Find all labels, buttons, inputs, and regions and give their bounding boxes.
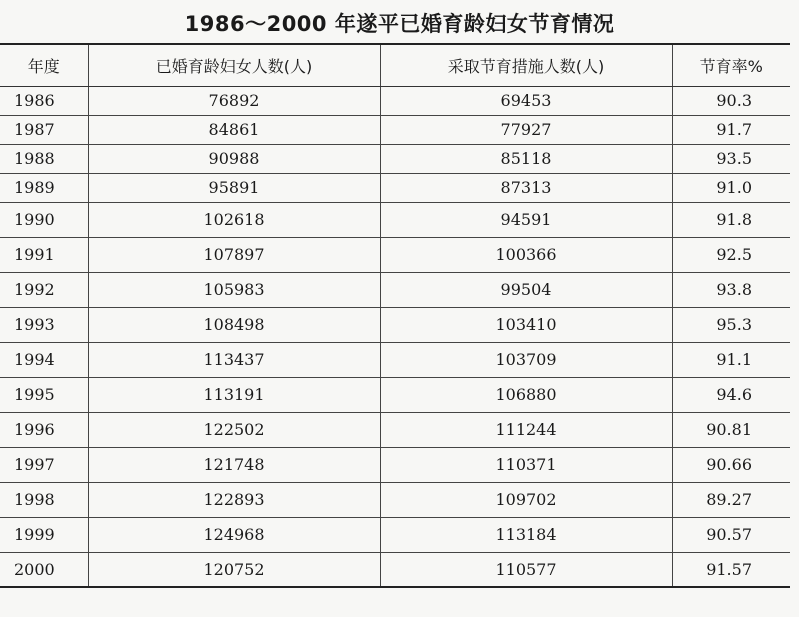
cell-married: 124968 <box>88 517 380 552</box>
cell-married: 95891 <box>88 173 380 202</box>
header-rate: 节育率% <box>672 44 790 86</box>
cell-year: 1991 <box>0 237 88 272</box>
header-contraception-count: 采取节育措施人数(人) <box>380 44 672 86</box>
cell-year: 1990 <box>0 202 88 237</box>
table-row <box>0 237 790 272</box>
cell-married: 105983 <box>88 272 380 307</box>
cell-married: 90988 <box>88 144 380 173</box>
table-row <box>0 377 790 412</box>
cell-year: 1993 <box>0 307 88 342</box>
cell-contraception: 110371 <box>380 447 672 482</box>
table-title: 1986～2000 年遂平已婚育龄妇女节育情况 <box>184 12 615 36</box>
cell-rate: 91.7 <box>672 115 790 144</box>
header-married-women: 已婚育龄妇女人数(人) <box>88 44 380 86</box>
cell-year: 2000 <box>0 552 88 587</box>
cell-married: 113191 <box>88 377 380 412</box>
table-row <box>0 115 790 144</box>
contraception-table <box>0 43 790 588</box>
cell-contraception: 106880 <box>380 377 672 412</box>
cell-rate: 92.5 <box>672 237 790 272</box>
cell-rate: 91.0 <box>672 173 790 202</box>
cell-contraception: 85118 <box>380 144 672 173</box>
cell-contraception: 103410 <box>380 307 672 342</box>
cell-rate: 89.27 <box>672 482 790 517</box>
cell-year: 1998 <box>0 482 88 517</box>
cell-year: 1994 <box>0 342 88 377</box>
table-row <box>0 202 790 237</box>
cell-rate: 94.6 <box>672 377 790 412</box>
cell-rate: 95.3 <box>672 307 790 342</box>
cell-year: 1996 <box>0 412 88 447</box>
table-row <box>0 447 790 482</box>
header-year: 年度 <box>0 44 88 86</box>
cell-married: 107897 <box>88 237 380 272</box>
cell-married: 122502 <box>88 412 380 447</box>
cell-married: 122893 <box>88 482 380 517</box>
cell-rate: 90.66 <box>672 447 790 482</box>
header-row <box>0 44 790 86</box>
cell-year: 1992 <box>0 272 88 307</box>
cell-married: 120752 <box>88 552 380 587</box>
cell-rate: 91.57 <box>672 552 790 587</box>
cell-married: 102618 <box>88 202 380 237</box>
cell-contraception: 109702 <box>380 482 672 517</box>
table-row <box>0 552 790 587</box>
cell-rate: 90.57 <box>672 517 790 552</box>
cell-married: 84861 <box>88 115 380 144</box>
cell-contraception: 100366 <box>380 237 672 272</box>
cell-married: 121748 <box>88 447 380 482</box>
cell-contraception: 103709 <box>380 342 672 377</box>
cell-year: 1987 <box>0 115 88 144</box>
table-row <box>0 517 790 552</box>
cell-married: 76892 <box>88 86 380 115</box>
cell-contraception: 113184 <box>380 517 672 552</box>
cell-contraception: 94591 <box>380 202 672 237</box>
cell-rate: 93.8 <box>672 272 790 307</box>
cell-year: 1999 <box>0 517 88 552</box>
cell-rate: 91.1 <box>672 342 790 377</box>
cell-rate: 91.8 <box>672 202 790 237</box>
cell-year: 1997 <box>0 447 88 482</box>
cell-contraception: 99504 <box>380 272 672 307</box>
cell-year: 1986 <box>0 86 88 115</box>
table-row <box>0 272 790 307</box>
table-row <box>0 482 790 517</box>
table-row <box>0 144 790 173</box>
table-row <box>0 173 790 202</box>
table-row <box>0 412 790 447</box>
cell-married: 113437 <box>88 342 380 377</box>
cell-contraception: 111244 <box>380 412 672 447</box>
cell-rate: 90.3 <box>672 86 790 115</box>
cell-contraception: 110577 <box>380 552 672 587</box>
cell-contraception: 77927 <box>380 115 672 144</box>
cell-married: 108498 <box>88 307 380 342</box>
table-row <box>0 307 790 342</box>
cell-contraception: 87313 <box>380 173 672 202</box>
cell-contraception: 69453 <box>380 86 672 115</box>
table-row <box>0 342 790 377</box>
table-row <box>0 86 790 115</box>
cell-year: 1995 <box>0 377 88 412</box>
cell-rate: 90.81 <box>672 412 790 447</box>
cell-rate: 93.5 <box>672 144 790 173</box>
cell-year: 1988 <box>0 144 88 173</box>
cell-year: 1989 <box>0 173 88 202</box>
